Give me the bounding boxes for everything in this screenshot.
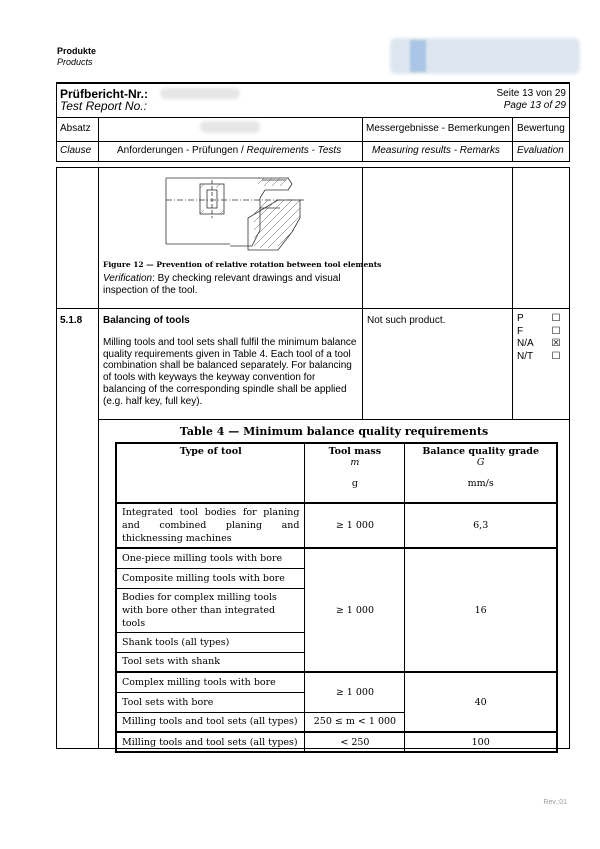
rule bbox=[98, 117, 99, 161]
table-cell: 100 bbox=[405, 732, 557, 752]
table-cell: ≥ 1 000 bbox=[305, 548, 405, 672]
header-produkte: Produkte bbox=[57, 46, 97, 56]
verdict-nt: N/T ☐ bbox=[517, 351, 563, 364]
col-evaluation: Evaluation bbox=[517, 145, 564, 156]
verification-text bbox=[103, 273, 358, 297]
clause-title: Balancing of tools bbox=[103, 315, 190, 326]
table-cell: Composite milling tools with bore bbox=[116, 568, 305, 588]
verdict-na: N/A ☒ bbox=[517, 338, 563, 351]
figure-12-caption: Figure 12 — Prevention of relative rotation between tool elements bbox=[103, 260, 382, 269]
rule bbox=[98, 167, 99, 749]
rule bbox=[56, 117, 570, 118]
table-cell: Tool sets with shank bbox=[116, 652, 305, 672]
verdict-p: P ☐ bbox=[517, 313, 563, 326]
checkbox-icon: ☐ bbox=[551, 325, 561, 337]
redacted-logo-mark bbox=[410, 40, 426, 72]
rule bbox=[56, 161, 570, 162]
test-report-label: Test Report No.: bbox=[60, 99, 147, 113]
table-cell: Bodies for complex milling tools with bore other than integrated tools bbox=[116, 588, 305, 632]
redacted-column-title bbox=[200, 121, 260, 133]
checked-checkbox-icon: ☒ bbox=[551, 338, 561, 349]
col-bewertung: Bewertung bbox=[517, 123, 565, 134]
verification-label: Verification bbox=[103, 273, 153, 284]
table-cell: Integrated tool bodies for planing and combined planing and thicknessing machines bbox=[116, 503, 305, 548]
clause-result: Not such product. bbox=[367, 315, 446, 326]
col-absatz: Absatz bbox=[60, 123, 91, 134]
rule bbox=[512, 167, 513, 420]
table-cell: ≥ 1 000 bbox=[305, 503, 405, 548]
table-cell: Complex milling tools with bore bbox=[116, 672, 305, 692]
rule bbox=[569, 82, 570, 162]
clause-body: Milling tools and tool sets shall fulfil the minimum balance quality requirements given in Table 4. Each tool of a tool combination shall be balanced separately. For balancing of tools with keyways the keyway convention for balancing of the corresponding spindle shall be applied (e.g. half key, full key). bbox=[103, 337, 357, 407]
rule bbox=[56, 82, 570, 84]
figure-12-drawing bbox=[160, 170, 360, 256]
table-cell: < 250 bbox=[305, 732, 405, 752]
clause-number: 5.1.8 bbox=[60, 315, 83, 326]
rule bbox=[362, 167, 363, 420]
table-cell: 6,3 bbox=[405, 503, 557, 548]
footer-rev: Rev.:01 bbox=[543, 799, 567, 806]
table-cell: Shank tools (all types) bbox=[116, 632, 305, 652]
verdict-f: F ☐ bbox=[517, 326, 563, 339]
rule bbox=[56, 167, 570, 168]
header-products: Products bbox=[57, 57, 93, 67]
table-cell: Milling tools and tool sets (all types) bbox=[116, 712, 305, 732]
col-requirements bbox=[117, 145, 341, 156]
table-cell: 40 bbox=[405, 672, 557, 732]
rule bbox=[56, 308, 570, 309]
rule bbox=[512, 117, 513, 161]
page-de: Seite 13 von 29 bbox=[496, 88, 566, 99]
redacted-report-number bbox=[160, 88, 240, 99]
table-cell: ≥ 1 000 bbox=[305, 672, 405, 712]
checkbox-icon: ☐ bbox=[551, 350, 561, 362]
rule bbox=[98, 419, 570, 420]
col-requirements-en: Requirements - Tests bbox=[246, 145, 342, 156]
table-cell: 16 bbox=[405, 548, 557, 672]
col-measuring: Measuring results - Remarks bbox=[372, 145, 500, 156]
col-messergebnisse: Messergebnisse - Bemerkungen bbox=[366, 123, 510, 134]
verification-body: : By checking relevant drawings and visual inspection of the tool. bbox=[103, 273, 341, 296]
table4-col-mass: Tool mass m g bbox=[305, 443, 405, 503]
verdict-list bbox=[517, 313, 563, 363]
report-number-label: Prüfbericht-Nr.: bbox=[60, 87, 149, 101]
rule bbox=[56, 167, 57, 749]
table4-title: Table 4 — Minimum balance quality requirements bbox=[179, 425, 489, 438]
table-cell: 250 ≤ m < 1 000 bbox=[305, 712, 405, 732]
col-clause: Clause bbox=[60, 145, 92, 156]
table4-col-grade: Balance quality grade G mm/s bbox=[405, 443, 557, 503]
table-cell: Tool sets with bore bbox=[116, 692, 305, 712]
checkbox-icon: ☐ bbox=[551, 313, 561, 324]
rule bbox=[56, 82, 57, 162]
rule bbox=[56, 141, 570, 142]
table4-col-type: Type of tool bbox=[116, 443, 305, 503]
rule bbox=[362, 117, 363, 161]
col-anforderungen: Anforderungen - Prüfungen / bbox=[117, 145, 247, 156]
page-en: Page 13 of 29 bbox=[503, 100, 566, 111]
table4 bbox=[115, 442, 558, 753]
rule bbox=[569, 167, 570, 749]
table-cell: One-piece milling tools with bore bbox=[116, 548, 305, 568]
table-cell: Milling tools and tool sets (all types) bbox=[116, 732, 305, 752]
